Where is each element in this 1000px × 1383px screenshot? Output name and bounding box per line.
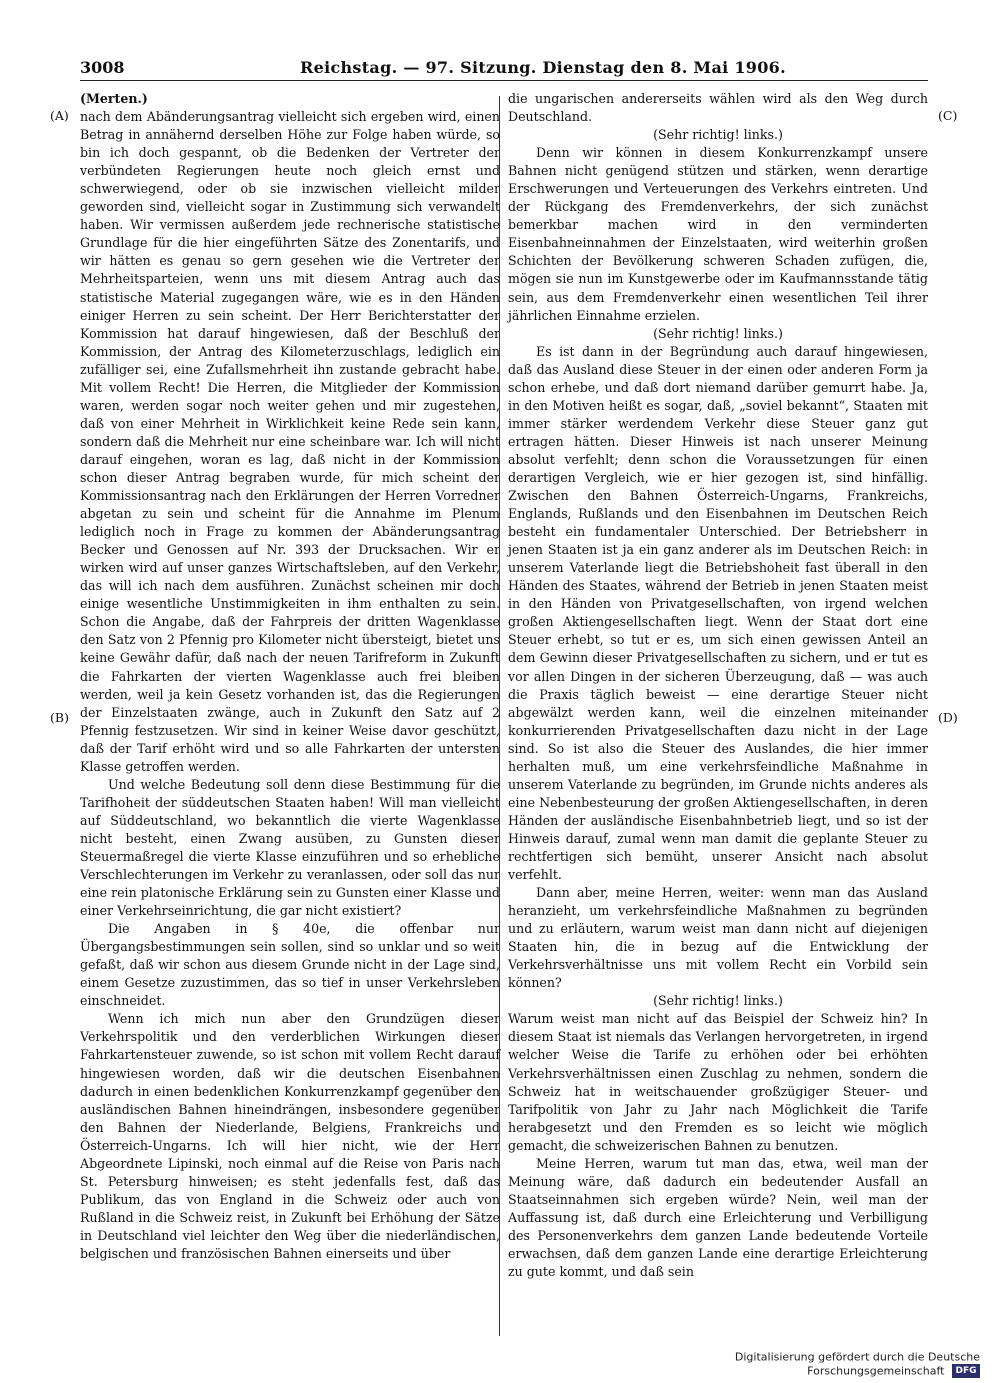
footer-text: Digitalisierung gefördert durch die Deutsche Forschungsgemeinschaft xyxy=(734,1350,980,1377)
interjection: (Sehr richtig! links.) xyxy=(653,127,783,143)
paragraph: Die Angaben in § 40e, die offenbar nur Übergangsbestimmungen sein sollen, sind so unklar und so weit gefaßt, daß wir schon aus diesem Grunde nicht in der Lage sind, einem Gesetze zuzustimmen, das so tief in unser Verkehrsleben einschneidet. xyxy=(80,921,500,1009)
paragraph: Meine Herren, warum tut man das, etwa, weil man der Meinung wäre, daß dadurch ein bedeutender Ausfall an Staatseinnahmen sich ergeben würde? Nein, weil man der Auffassung ist, daß durch eine Erleichterung und Verbilligung des Personenverkehrs dem ganzen Lande bedeutende Vorteile erwachsen, daß dem ganzen Lande eine derartige Erleichterung zu gute kommt, und daß sein xyxy=(508,1155,928,1280)
paragraph: Denn wir können in diesem Konkurrenzkampf unsere Bahnen nicht genügend stützen und stärken, wenn derartige Erschwerungen und Verteuerungen des Verkehrs eintreten. Und der Rückgang des Fremdenverkehrs, der sich zunächst bemerkbar machen wird in den verminderten Eisenbahneinnahmen der Einzelstaaten, wird weiterhin großen Schichten der Bevölkerung schweren Schaden zufügen, die, mögen sie nun im Kunstgewerbe oder im Kaufmannsstande tätig sein, aus dem Fremdenverkehr einen wesentlichen Teil ihrer jährlichen Einnahme erzielen. xyxy=(508,145,928,323)
paragraph: Warum weist man nicht auf das Beispiel der Schweiz hin? In diesem Staat ist niemals das Verlangen hervorgetreten, in irgend welcher Weise die Tarife zu erhöhen oder bei erhöhten Verkehrsverhältnissen einen Zuschlag zu nehmen, sondern die Schweiz hat in weitschauender großzügiger Steuer- und Tarifpolitik von Jahr zu Jahr nach Möglichkeit die Tarife herabgesetzt und den Fremden es so leicht wie möglich gemacht, die schweizerischen Bahnen zu benutzen. xyxy=(508,1011,928,1153)
page-number: 3008 xyxy=(80,58,125,77)
page-header xyxy=(80,58,928,80)
dfg-logo-icon: DFG xyxy=(952,1364,980,1378)
paragraph: die ungarischen andererseits wählen wird als den Weg durch Deutschland. xyxy=(508,91,928,125)
paragraph: Es ist dann in der Begründung auch darauf hingewiesen, daß das Ausland diese Steuer in der einen oder anderen Form ja schon erhebe, und daß dort niemand darüber gemurrt habe. Ja, in den Motiven heißt es sogar, daß, „soviel bekannt“, Staaten mit immer stärker werdendem Verkehr diese Steuer ganz gut ertragen hätten. Dieser Hinweis ist nach unserer Meinung absolut verfehlt; denn schon die Voraussetzungen für einen derartigen Vergleich, wie er hier gezogen ist, sind hinfällig. Zwischen den Bahnen Österreich-Ungarns, Frankreichs, Englands, Rußlands und den Eisenbahnen im Deutschen Reich besteht ein fundamentaler Unterschied. Der Betriebsherr in jenen Staaten ist ja ein ganz anderer als im Deutschen Reich: in unserem Vaterlande liegt die Betriebshoheit fast überall in den Händen des Staates, während der Betrieb in jenen Staaten meist in den Händen von Privatgesellschaften, von irgend welchen großen Aktiengesellschaften liegt. Wenn der Staat dort eine Steuer erhebt, so tut er es, um sich einen gewissen Anteil an dem Gewinn dieser Privatgesellschaften zu sichern, und er tut es vor allen Dingen in der sicheren Überzeugung, daß — was auch die Praxis täglich beweist — eine derartige Steuer nicht abgewälzt werden kann, weil die einzelnen miteinander konkurrierenden Privatgesellschaften dazu nicht in der Lage sind. So ist also die Steuer des Auslandes, die hier immer herhalten muß, um eine verkehrsfeindliche Maßnahme in unserem Vaterlande zu begründen, im Grunde nichts anderes als eine Nebenbesteurung der großen Aktiengesellschaften, in deren Händen der ausländische Eisenbahnbetrieb liegt, und so ist der Hinweis darauf, zumal wenn man damit die geplante Steuer zu rechtfertigen sich bemüht, unserer Ansicht nach absolut verfehlt. xyxy=(508,343,928,883)
running-head: Reichstag. — 97. Sitzung. Dienstag den 8. Mai 1906. xyxy=(300,58,786,77)
header-rule xyxy=(80,80,928,81)
right-column xyxy=(508,90,928,1281)
margin-mark-b: (B) xyxy=(50,710,69,725)
paragraph: nach dem Abänderungsantrag vielleicht sich ergeben wird, einen Betrag in annähernd derselben Höhe zur Folge haben würde, so bin ich doch gespannt, ob die Bedenken der Vertreter der verbündeten Regierungen heute noch gleich ernst und schwerwiegend, oder ob sie inzwischen vielleicht milder geworden sind, vielleicht sogar in Zustimmung sich verwandelt haben. Wir vermissen außerdem jede rechnerische statistische Grundlage für die hier eingeführten Sätze des Zonentarifs, und wir hätten es genau so gern gesehen wie die Vertreter der Mehrheitsparteien, wenn uns mit diesem Antrag auch das statistische Material zugegangen wäre, wie es in den Händen einiger Herren zu sein scheint. Der Herr Berichterstatter der Kommission hat darauf hingewiesen, daß der Beschluß der Kommission, der Antrag des Kilometerzuschlags, lediglich ein zufälliger sei, eine Zufallsmehrheit ihn zustande gebracht habe. Mit vollem Recht! Die Herren, die Mitglieder der Kommission waren, werden sogar noch weiter gehen und mir zugestehen, daß von einer Mehrheit in Wirklichkeit keine Rede sein kann, sondern daß die Mehrheit nur eine scheinbare war. Ich will nicht darauf eingehen, woran es lag, daß nicht in der Kommission schon dieser Antrag begraben wurde, für mich scheint der Kommissionsantrag nach den Erklärungen der Herren Vorredner abgetan zu sein und scheint für die Annahme im Plenum lediglich noch in Frage zu kommen der Abänderungsantrag Becker und Genossen auf Nr. 393 der Drucksachen. Wir er wirken wird auf unser ganzes Wirtschaftsleben, auf den Verkehr, das will ich nach dem ausführen. Zunächst scheinen mir doch einige wesentliche Unstimmigkeiten in ihm enthalten zu sein. Schon die Angabe, daß der Fahrpreis der dritten Wagenklasse den Satz von 2 Pfennig pro Kilometer nicht übersteigt, bietet uns keine Gewähr dafür, daß nach der neuen Tarifreform in Zukunft die Fahrkarten der vierten Wagenklasse auch frei bleiben werden, weil ja kein Gesetz vorhanden ist, das die Regierungen der Einzelstaaten zwänge, auch in Zukunft den Satz auf 2 Pfennig festzusetzen. Wir sind in keiner Weise davor geschützt, daß der Tarif erhöht wird und so alle Fahrkarten der untersten Klasse getroffen werden. xyxy=(80,109,500,774)
margin-mark-c: (C) xyxy=(938,108,958,123)
margin-mark-d: (D) xyxy=(938,710,958,725)
paragraph: Dann aber, meine Herren, weiter: wenn man das Ausland heranzieht, um verkehrsfeindliche Maßnahmen zu begründen und zu erläutern, warum weist man dann nicht auf diejenigen Staaten hin, die in bezug auf die Entwicklung der Verkehrsverhältnisse uns mit vollem Recht ein Vorbild sein können? xyxy=(508,885,928,991)
paragraph: Und welche Bedeutung soll denn diese Bestimmung für die Tarifhoheit der süddeutschen Staaten haben! Will man vielleicht auf Süddeutschland, wo bekanntlich die vierte Wagenklasse nicht besteht, einen Zwang ausüben, zu Gunsten dieser Steuermaßregel die vierte Klasse einzuführen und so erhebliche Verschlechterungen im Verkehr zu veranlassen, oder soll das nur eine rein platonische Erklärung sein zu Gunsten einer Klasse und einer Verkehrseinrichtung, die gar nicht existiert? xyxy=(80,776,500,919)
paragraph: Wenn ich mich nun aber den Grundzügen dieser Verkehrspolitik und den verderblichen Wirkungen dieser Fahrkartensteuer zuwende, so ist schon mit vollem Recht darauf hingewiesen worden, daß wir die deutschen Eisenbahnen dadurch in einen bedenklichen Konkurrenzkampf gegenüber den ausländischen Bahnen hineindrängen, insbesondere gegenüber den Bahnen der Niederlande, Belgiens, Frankreichs und Österreich-Ungarns. Ich will hier nicht, wie der Herr Abgeordnete Lipinski, noch einmal auf die Reise von Paris nach St. Petersburg hinweisen; es steht jedenfalls fest, daß das Publikum, das von England in die Schweiz oder auch von Rußland in die Schweiz reist, in Zukunft bei Erhöhung der Sätze in Deutschland viel leichter den Weg über die niederländischen, belgischen und französischen Bahnen einerseits und über xyxy=(80,1011,500,1261)
margin-mark-a: (A) xyxy=(50,108,69,123)
interjection: (Sehr richtig! links.) xyxy=(653,993,783,1009)
column-divider xyxy=(499,96,500,1336)
left-column xyxy=(80,90,500,1263)
footer-credit xyxy=(600,1350,980,1378)
interjection: (Sehr richtig! links.) xyxy=(653,325,783,341)
speaker-label: (Merten.) xyxy=(80,91,148,106)
